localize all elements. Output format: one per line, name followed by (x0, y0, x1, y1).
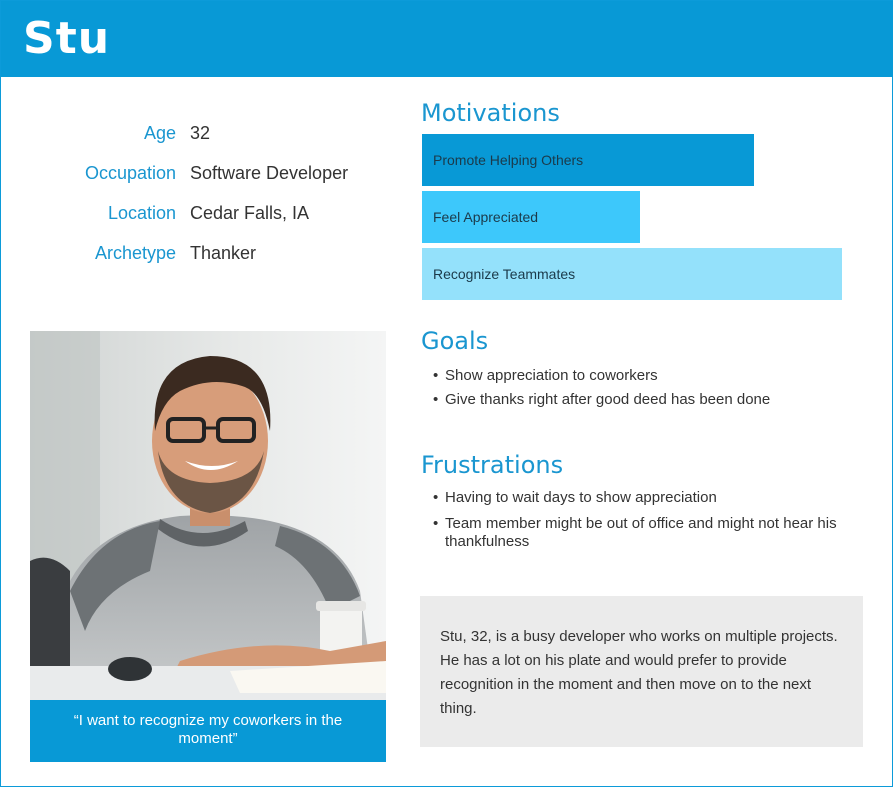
persona-photo (30, 331, 386, 700)
profile-row-location (1, 203, 421, 231)
list-item: • Show appreciation to coworkers (433, 366, 770, 386)
motivation-label: Recognize Teammates (433, 266, 576, 282)
location-value: Cedar Falls, IA (190, 203, 310, 223)
persona-summary: Stu, 32, is a busy developer who works on multiple projects. He has a lot on his plate and would prefer to provide recognition in the moment and then move on to the next thing. (420, 596, 863, 747)
age-label: Age (143, 123, 176, 143)
goals-list (433, 366, 770, 410)
motivations-title: Motivations (421, 99, 560, 127)
persona-name: Stu (23, 13, 111, 64)
occupation-value: Software Developer (190, 163, 349, 183)
profile-row-occupation (1, 163, 421, 191)
header-banner (1, 1, 893, 77)
archetype-label: Archetype (94, 243, 176, 263)
profile-row-age (1, 123, 421, 151)
archetype-value: Thanker (190, 243, 257, 263)
motivation-label: Feel Appreciated (433, 209, 539, 225)
motivation-bar (422, 134, 754, 186)
motivation-label: Promote Helping Others (433, 152, 584, 168)
list-item: • Having to wait days to show appreciation (433, 488, 873, 508)
frustrations-list (433, 488, 873, 551)
motivation-bar (422, 248, 842, 300)
profile-row-archetype (1, 243, 421, 271)
age-value: 32 (190, 123, 211, 143)
motivation-bar (422, 191, 640, 243)
goals-title: Goals (421, 327, 489, 355)
persona-quote: “I want to recognize my coworkers in the moment” (30, 700, 386, 762)
frustrations-title: Frustrations (421, 451, 564, 479)
list-item: • Team member might be out of office and might not hear his thankfulness (433, 515, 873, 551)
list-item: • Give thanks right after good deed has been done (433, 390, 770, 410)
location-label: Location (107, 203, 176, 223)
occupation-label: Occupation (84, 163, 176, 183)
